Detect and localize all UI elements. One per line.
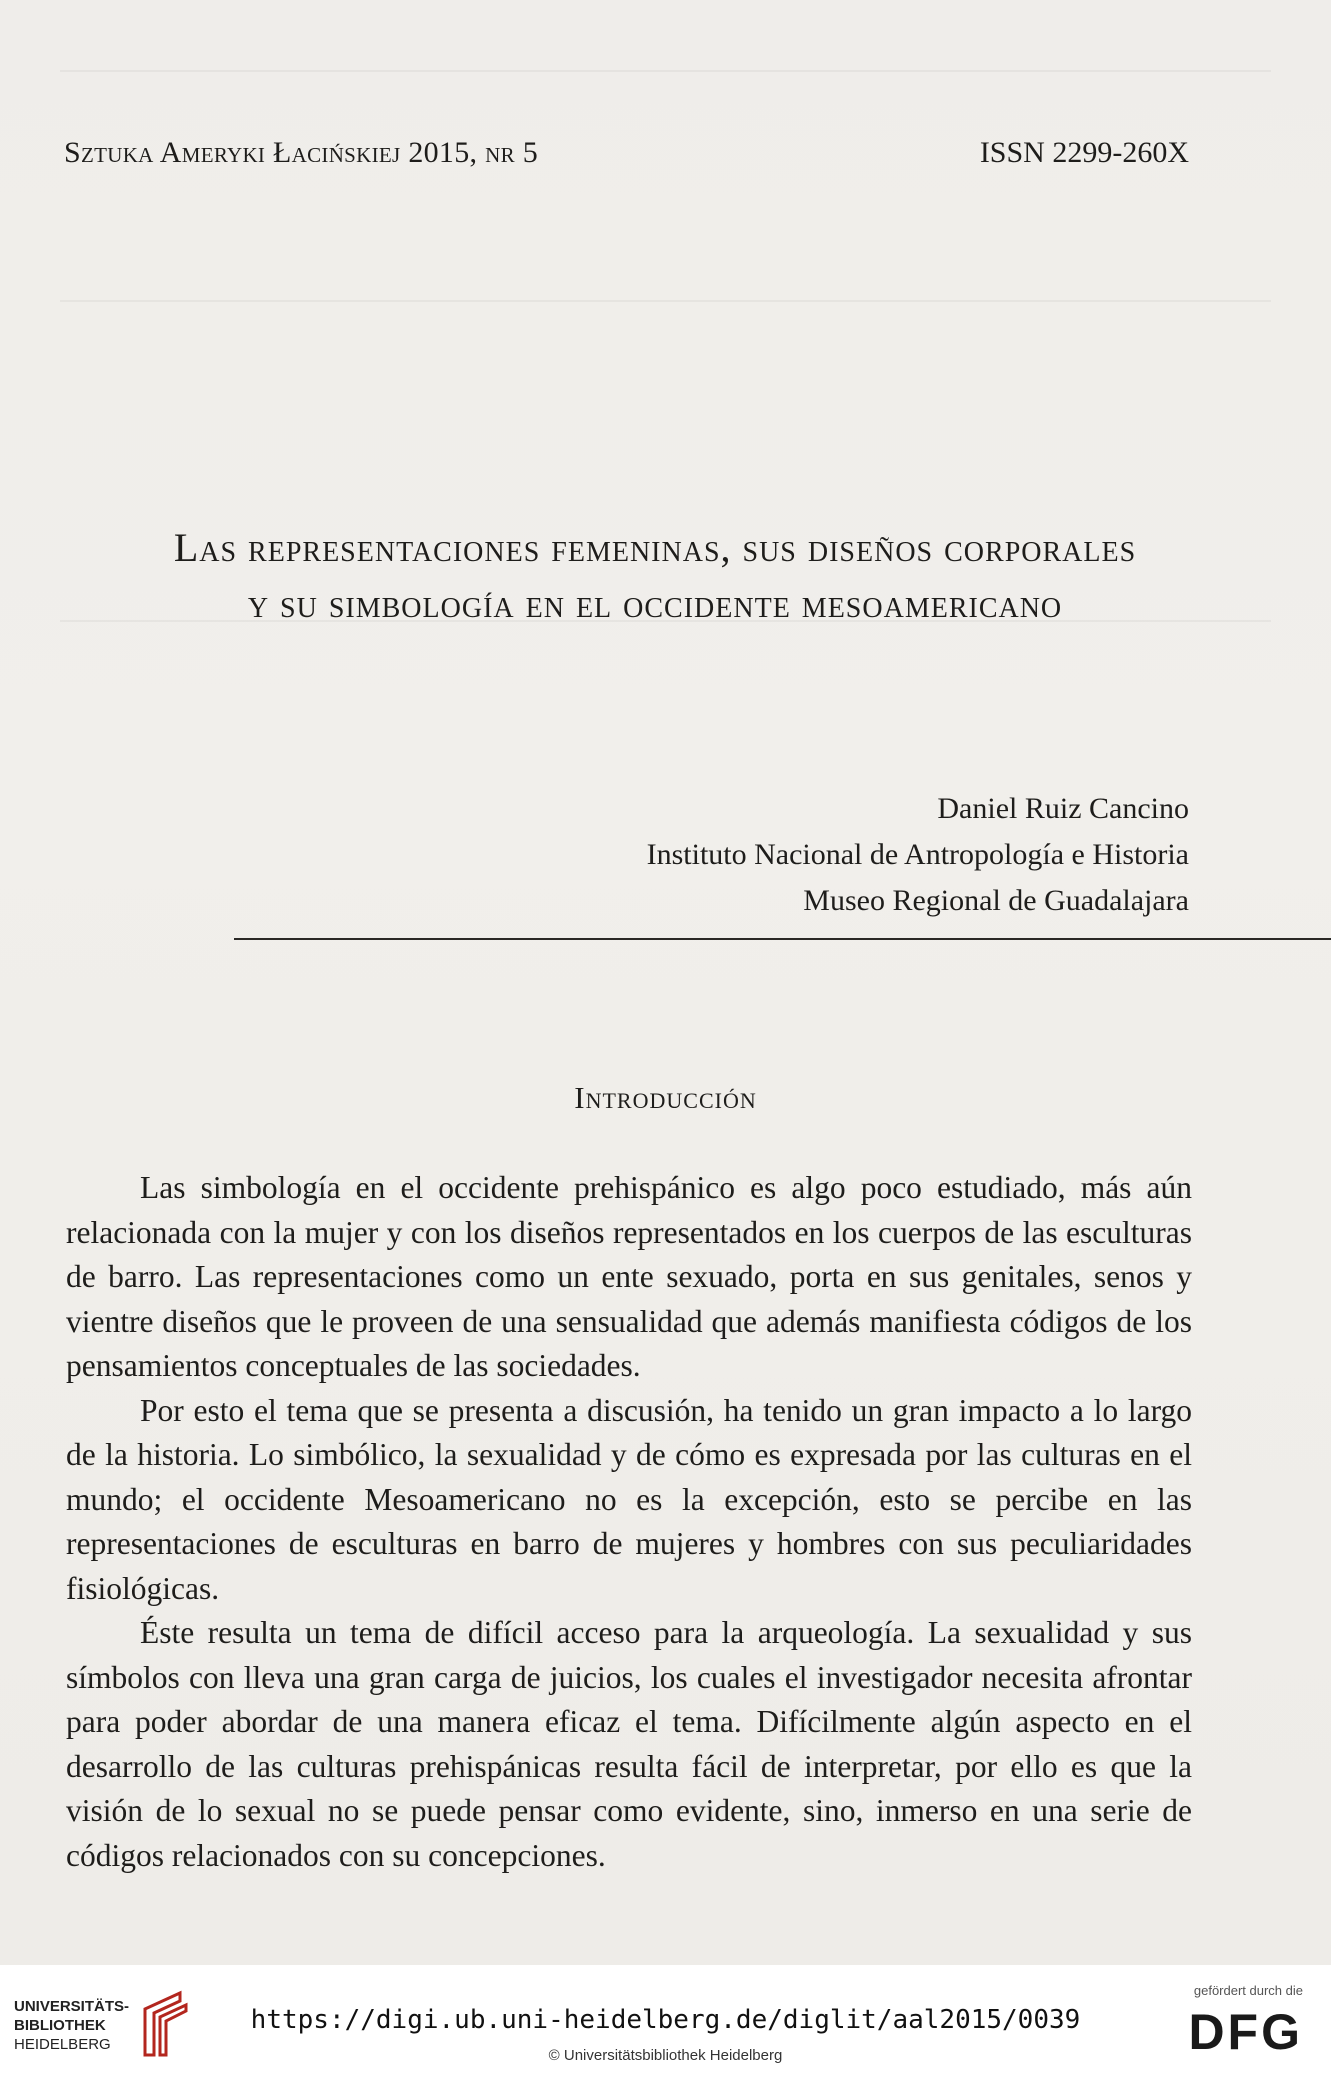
library-line-2: BIBLIOTHEK bbox=[14, 2017, 106, 2034]
issue-number: 5 bbox=[522, 136, 539, 169]
paragraph: Las simbología en el occidente prehispánico es algo poco estudiado, más aún relacionada con la mujer y con los diseños representados en los cuerpos de las esculturas de barro. Las representaciones como un ente sexuado, porta en sus genitales, senos y vientre diseños que le proveen de una sensualidad que además manifiesta códigos de los pensamientos conceptuales de las sociedades. bbox=[66, 1170, 1192, 1383]
copyright-notice: © Universitätsbibliothek Heidelberg bbox=[548, 2047, 783, 2064]
journal-name: Sztuka Ameryki Łacińskiej bbox=[64, 136, 401, 169]
running-header-issn: ISSN 2299-260X bbox=[979, 136, 1189, 169]
bleed-through-line bbox=[60, 300, 1271, 302]
section-heading: Introducción bbox=[574, 1080, 757, 1115]
running-header-journal bbox=[64, 136, 538, 170]
horizontal-rule bbox=[234, 938, 1331, 940]
permalink[interactable]: https://digi.ub.uni-heidelberg.de/diglit/aal2015/0039 bbox=[250, 2005, 1081, 2035]
digitization-footer bbox=[0, 1965, 1331, 2086]
article-title bbox=[40, 520, 1270, 632]
author-name: Daniel Ruiz Cancino bbox=[937, 792, 1189, 825]
title-line-2: y su simbología en el occidente mesoamericano bbox=[247, 581, 1063, 626]
library-line-3: HEIDELBERG bbox=[14, 2036, 111, 2053]
dfg-logo: DFG bbox=[1188, 2004, 1303, 2060]
bleed-through-line bbox=[60, 70, 1271, 72]
author-block bbox=[647, 786, 1189, 924]
issue-prefix: nr bbox=[485, 136, 515, 169]
affiliation-2: Museo Regional de Guadalajara bbox=[803, 884, 1189, 917]
journal-year: 2015, bbox=[408, 136, 478, 169]
funding-note: gefördert durch die bbox=[1193, 1983, 1303, 1998]
paragraph: Por esto el tema que se presenta a discusión, ha tenido un gran impacto a lo largo de la historia. Lo simbólico, la sexualidad y de cómo es expresada por las culturas en el mundo; el occidente Mesoamericano no es la excepción, esto se percibe en las representaciones de esculturas en barro de mujeres y hombres con sus peculiaridades fisiológicas. bbox=[66, 1392, 1192, 1606]
affiliation-1: Instituto Nacional de Antropología e Historia bbox=[646, 838, 1189, 871]
body-text bbox=[66, 1166, 1192, 1878]
paragraph: Éste resulta un tema de difícil acceso para la arqueología. La sexualidad y sus símbolos con lleva una gran carga de juicios, los cuales el investigador necesita afrontar para poder abordar de una manera eficaz el tema. Difícilmente algún aspecto en el desarrollo de las culturas prehispánicas resulta fácil de interpretar, por ello es que la visión de lo sexual no se puede pensar como evidente, sino, inmerso en una serie de códigos relacionados con su concepciones. bbox=[66, 1615, 1192, 1873]
library-line-1: UNIVERSITÄTS- bbox=[14, 1998, 130, 2015]
title-line-1: Las representaciones femeninas, sus diseños corporales bbox=[173, 525, 1137, 570]
